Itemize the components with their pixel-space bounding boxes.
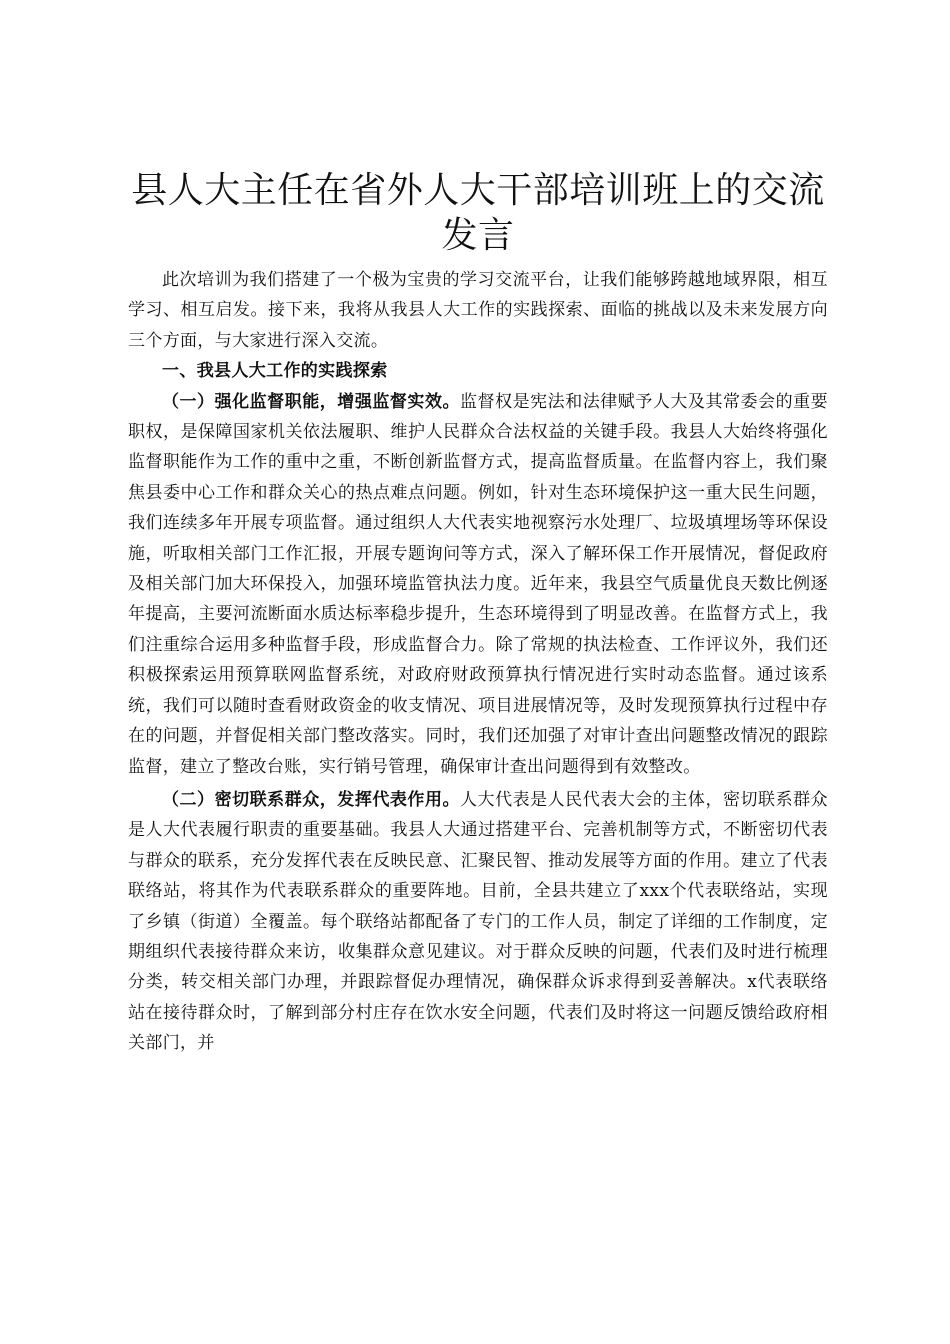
subsection-body-1: 监督权是宪法和法律赋予人大及其常委会的重要职权，是保障国家机关依法履职、维护人民群众合法权益的关键手段。我县人大始终将强化监督职能作为工作的重中之重，不断创新监督方式，提高监督质量。在监督内容上，我们聚焦县委中心工作和群众关心的热点难点问题。例如，针对生态环境保护这一重大民生问题，我们连续多年开展专项监督。通过组织人大代表实地视察污水处理厂、垃圾填埋场等环保设施，听取相关部门工作汇报，开展专题询问等方式，深入了解环保工作开展情况，督促政府及相关部门加大环保投入，加强环境监管执法力度。近年来，我县空气质量优良天数比例逐年提高，主要河流断面水质达标率稳步提升，生态环境得到了明显改善。在监督方式上，我们注重综合运用多种监督手段，形成监督合力。除了常规的执法检查、工作评议外，我们还积极探索运用预算联网监督系统，对政府财政预算执行情况进行实时动态监督。通过该系统，我们可以随时查看财政资金的收支情况、项目进展情况等，及时发现预算执行过程中存在的问题，并督促相关部门整改落实。同时，我们还加强了对审计查出问题整改情况的跟踪监督，建立了整改台账，实行销号管理，确保审计查出问题得到有效整改。 [128, 391, 828, 777]
intro-paragraph: 此次培训为我们搭建了一个极为宝贵的学习交流平台，让我们能够跨越地域界限，相互学习、相互启发。接下来，我将从我县人大工作的实践探索、面临的挑战以及未来发展方向三个方面，与大家进行深入交流。 [128, 270, 828, 351]
subsection-paragraph-1 [128, 387, 828, 782]
subsection-paragraph-2 [128, 785, 828, 1059]
document-page [128, 168, 828, 1059]
subsection-body-2: 人大代表是人民代表大会的主体，密切联系群众是人大代表履行职责的重要基础。我县人大通过搭建平台、完善机制等方式，不断密切代表与群众的联系，充分发挥代表在反映民意、汇聚民智、推动发展等方面的作用。建立了代表联络站，将其作为代表联系群众的重要阵地。目前，全县共建立了xxx个代表联络站，实现了乡镇（街道）全覆盖。每个联络站都配备了专门的工作人员，制定了详细的工作制度，定期组织代表接待群众来访，收集群众意见建议。对于群众反映的问题，代表们及时进行梳理分类，转交相关部门办理，并跟踪督促办理情况，确保群众诉求得到妥善解决。x代表联络站在接待群众时，了解到部分村庄存在饮水安全问题，代表们及时将这一问题反馈给政府相关部门，并 [128, 789, 828, 1054]
subsection-lead-1: （一）强化监督职能，增强监督实效。 [162, 391, 461, 412]
document-title: 县人大主任在省外人大干部培训班上的交流发言 [131, 170, 825, 256]
section-heading-1: 一、我县人大工作的实践探索 [162, 361, 388, 382]
subsection-lead-2: （二）密切联系群众，发挥代表作用。 [162, 789, 461, 810]
